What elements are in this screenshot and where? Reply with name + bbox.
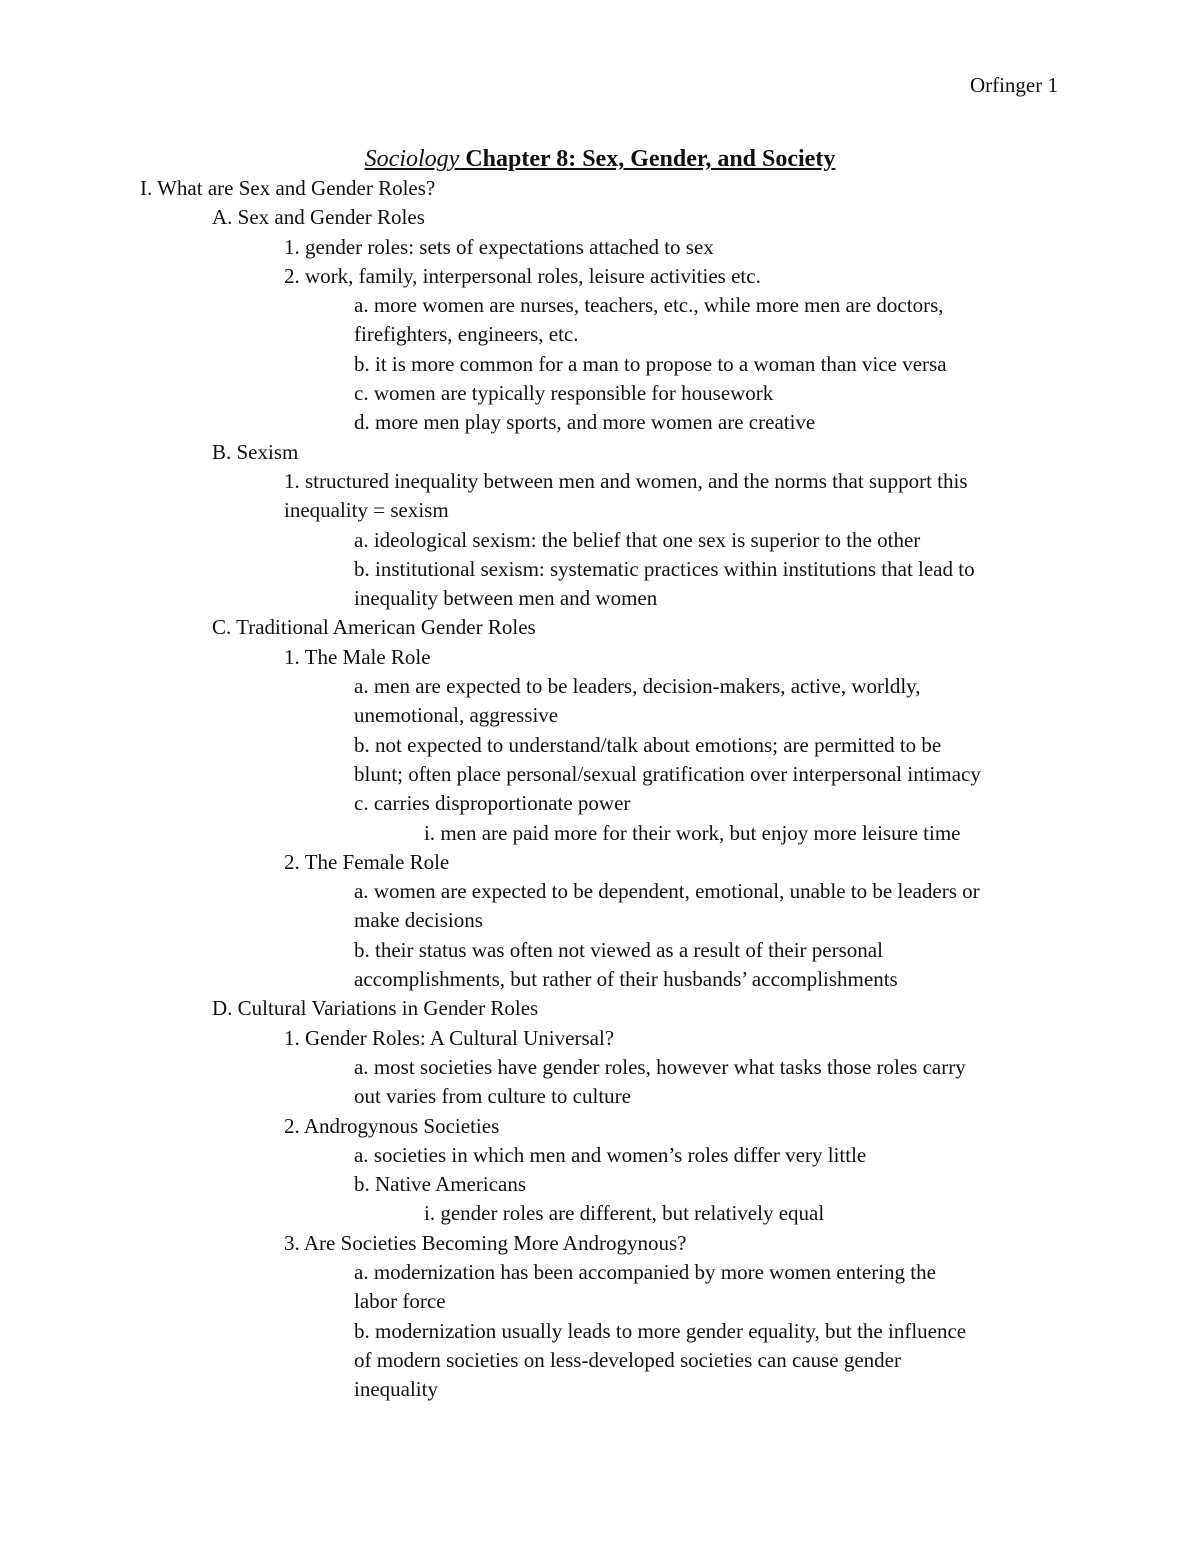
outline-line: firefighters, engineers, etc. xyxy=(354,322,579,347)
outline-line: I. What are Sex and Gender Roles? xyxy=(140,176,436,200)
outline-line: b. their status was often not viewed as a result of their personal xyxy=(354,937,883,962)
outline-line: i. men are paid more for their work, but enjoy more leisure time xyxy=(424,820,961,845)
outline-line: unemotional, aggressive xyxy=(354,703,559,728)
title-italic-part: Sociology xyxy=(364,146,460,172)
outline-line: inequality = sexism xyxy=(284,498,449,523)
outline-line: B. Sexism xyxy=(212,439,299,464)
outline-line: a. societies in which men and women’s roles differ very little xyxy=(354,1142,867,1167)
outline-line: b. it is more common for a man to propose to a woman than vice versa xyxy=(354,351,947,376)
outline-line: c. carries disproportionate power xyxy=(354,791,631,816)
outline-line: b. Native Americans xyxy=(354,1172,527,1197)
outline-line: A. Sex and Gender Roles xyxy=(212,205,425,230)
outline-line: a. women are expected to be dependent, emotional, unable to be leaders or xyxy=(354,879,980,904)
outline-line: a. more women are nurses, teachers, etc., while more men are doctors, xyxy=(354,293,944,318)
outline-line: a. modernization has been accompanied by more women entering the xyxy=(354,1259,936,1284)
outline-line: a. ideological sexism: the belief that one sex is superior to the other xyxy=(354,527,921,552)
page-header-label: Orfinger 1 xyxy=(969,73,1058,97)
outline-line: out varies from culture to culture xyxy=(354,1084,631,1109)
outline-line: C. Traditional American Gender Roles xyxy=(212,615,536,640)
outline-line: inequality between men and women xyxy=(354,586,658,611)
outline-line: a. men are expected to be leaders, decision-makers, active, worldly, xyxy=(354,674,921,699)
outline-line: 2. Androgynous Societies xyxy=(284,1113,500,1138)
outline-line: accomplishments, but rather of their husbands’ accomplishments xyxy=(354,967,898,992)
outline-line: b. not expected to understand/talk about emotions; are permitted to be xyxy=(354,732,942,757)
outline-line: 2. The Female Role xyxy=(284,849,450,874)
outline-line: i. gender roles are different, but relatively equal xyxy=(424,1201,825,1226)
outline-line: 2. work, family, interpersonal roles, leisure activities etc. xyxy=(284,263,761,288)
outline-line: 3. Are Societies Becoming More Androgynous? xyxy=(284,1230,687,1255)
outline-line: b. modernization usually leads to more gender equality, but the influence xyxy=(354,1318,967,1343)
outline-line: c. women are typically responsible for housework xyxy=(354,381,774,406)
outline-line: 1. The Male Role xyxy=(284,644,431,669)
outline-line: 1. Gender Roles: A Cultural Universal? xyxy=(284,1025,615,1050)
outline-line: make decisions xyxy=(354,908,483,933)
outline-line: d. more men play sports, and more women are creative xyxy=(354,410,816,435)
outline-line: a. most societies have gender roles, however what tasks those roles carry xyxy=(354,1054,966,1079)
outline-line: D. Cultural Variations in Gender Roles xyxy=(212,996,539,1021)
outline-line: labor force xyxy=(354,1289,446,1314)
outline-line: inequality xyxy=(354,1377,438,1402)
document-title xyxy=(0,144,1200,174)
outline-line: blunt; often place personal/sexual gratification over interpersonal intimacy xyxy=(354,761,981,786)
outline-line: 1. structured inequality between men and women, and the norms that support this xyxy=(284,468,968,493)
title-rest: Chapter 8: Sex, Gender, and Society xyxy=(459,146,836,172)
outline xyxy=(0,174,1200,1404)
outline-line: of modern societies on less-developed societies can cause gender xyxy=(354,1347,901,1372)
outline-line: 1. gender roles: sets of expectations attached to sex xyxy=(284,234,714,259)
outline-line: b. institutional sexism: systematic practices within institutions that lead to xyxy=(354,556,975,581)
